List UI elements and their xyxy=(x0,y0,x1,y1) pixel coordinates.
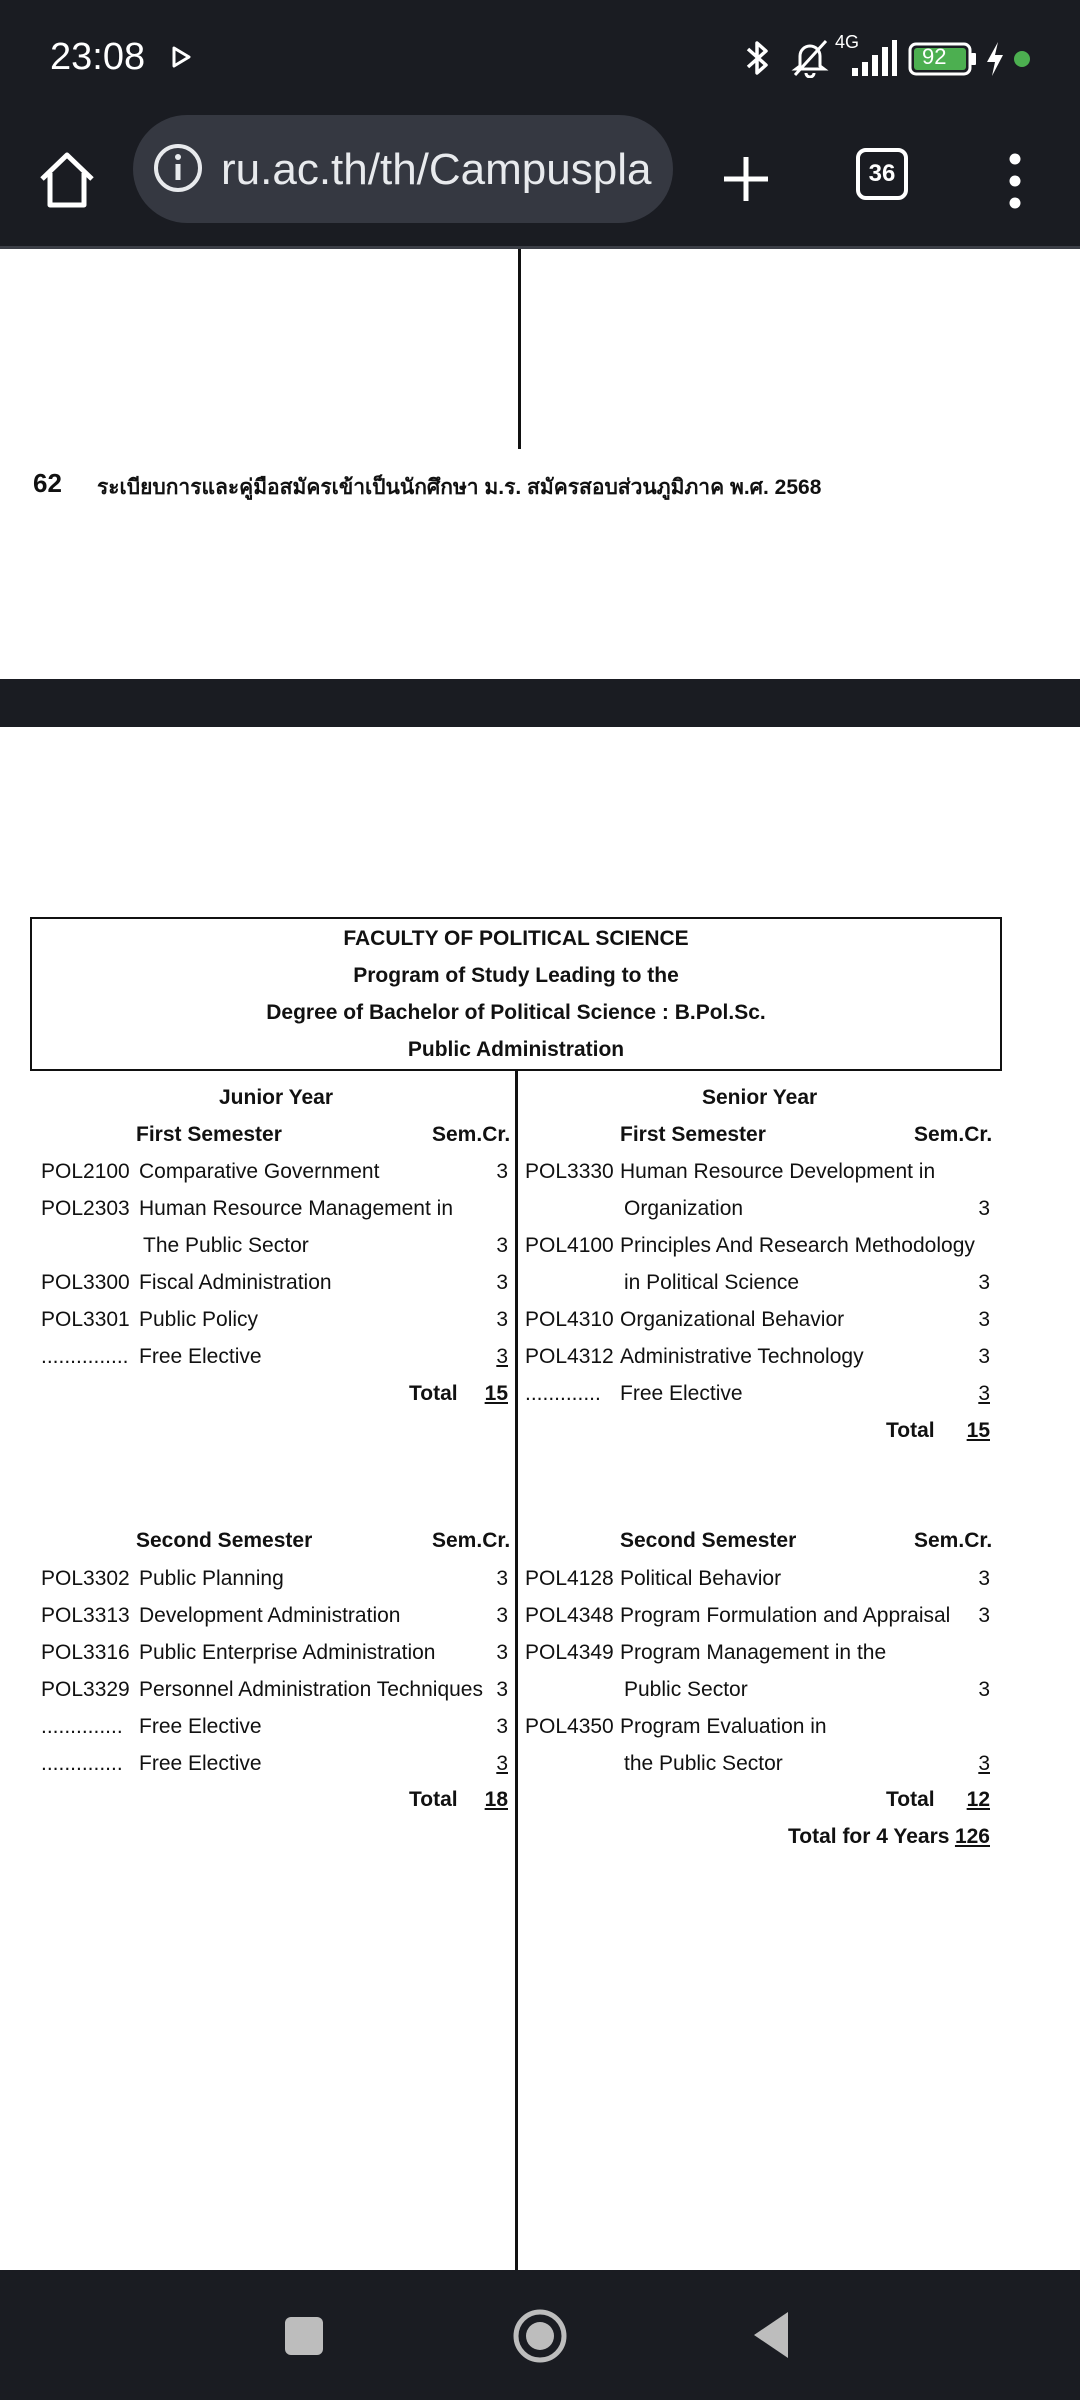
course-name: Organizational Behavior xyxy=(620,1308,845,1331)
course-code: POL4312 xyxy=(525,1345,614,1368)
course-name: Free Elective xyxy=(139,1345,262,1368)
course-name: Public Policy xyxy=(139,1308,259,1331)
course-credits: 3 xyxy=(978,1271,990,1294)
credits-header: Sem.Cr. xyxy=(432,1529,511,1552)
site-info-icon[interactable] xyxy=(151,141,205,200)
recents-button[interactable] xyxy=(285,2317,323,2355)
course-credits: 3 xyxy=(496,1678,508,1701)
course-code: POL3316 xyxy=(41,1641,130,1664)
total-label: Total xyxy=(886,1788,935,1811)
course-name: Personnel Administration Techniques xyxy=(139,1678,483,1701)
page-footer-text: ระเบียบการและคู่มือสมัครเข้าเป็นนักศึกษา ม.ร. สมัครสอบส่วนภูมิภาค พ.ศ. 2568 xyxy=(97,476,822,499)
faculty-title: FACULTY OF POLITICAL SCIENCE xyxy=(343,927,689,950)
course-name: Free Elective xyxy=(620,1382,743,1405)
course-credits: 3 xyxy=(496,1567,508,1590)
degree-title: Degree of Bachelor of Political Science : B.Pol.Sc. xyxy=(266,1001,766,1024)
system-nav-bar xyxy=(0,2270,1080,2400)
grand-total-value: 126 xyxy=(954,1825,990,1848)
course-code: POL3300 xyxy=(41,1271,130,1294)
course-name: Public Enterprise Administration xyxy=(139,1641,436,1664)
tab-switcher-button[interactable] xyxy=(850,142,914,206)
course-credits: 3 xyxy=(496,1308,508,1331)
course-credits: 3 xyxy=(496,1160,508,1183)
course-credits: 3 xyxy=(496,1641,508,1664)
senior-first-total: 15 xyxy=(966,1419,990,1442)
course-code: POL4310 xyxy=(525,1308,614,1331)
course-code: POL4349 xyxy=(525,1641,614,1664)
course-credits: 3 xyxy=(978,1604,990,1627)
new-tab-button[interactable] xyxy=(704,137,788,221)
status-time: 23:08 xyxy=(50,36,146,78)
course-name: Free Elective xyxy=(139,1715,262,1738)
overflow-menu-button[interactable] xyxy=(990,139,1040,223)
course-credits: 3 xyxy=(978,1752,990,1775)
tab-count: 36 xyxy=(856,148,908,200)
grand-total-label: Total for 4 Years xyxy=(788,1825,950,1848)
total-label: Total xyxy=(409,1788,458,1811)
page-number: 62 xyxy=(33,468,62,498)
course-code: POL4348 xyxy=(525,1604,614,1627)
course-credits: 3 xyxy=(496,1234,508,1257)
course-name: the Public Sector xyxy=(624,1752,783,1775)
major-title: Public Administration xyxy=(407,1038,625,1061)
document-page xyxy=(0,727,1080,2270)
program-title: Program of Study Leading to the xyxy=(353,964,679,987)
course-code: POL2303 xyxy=(41,1197,130,1220)
program-title-box xyxy=(30,917,1002,1071)
address-bar[interactable] xyxy=(133,115,673,223)
course-name: Human Resource Development in xyxy=(620,1160,936,1183)
course-code: POL4350 xyxy=(525,1715,614,1738)
notification-dot-icon xyxy=(1014,51,1030,67)
total-label: Total xyxy=(886,1419,935,1442)
browser-toolbar xyxy=(0,115,1080,247)
course-code: POL2100 xyxy=(41,1160,130,1183)
course-name: Principles And Research Methodology xyxy=(620,1234,975,1257)
junior-first-semester-heading: First Semester xyxy=(136,1123,282,1146)
course-code: POL3302 xyxy=(41,1567,130,1590)
senior-year-heading: Senior Year xyxy=(702,1086,818,1109)
network-type: 4G xyxy=(835,32,860,52)
course-name: Administrative Technology xyxy=(620,1345,864,1368)
course-credits: 3 xyxy=(496,1752,508,1775)
junior-second-total: 18 xyxy=(484,1788,508,1811)
course-name: Public Sector xyxy=(624,1678,748,1701)
course-name: Public Planning xyxy=(139,1567,284,1590)
senior-first-semester-heading: First Semester xyxy=(620,1123,766,1146)
course-credits: 3 xyxy=(978,1678,990,1701)
course-name: Human Resource Management in xyxy=(139,1197,453,1220)
course-credits: 3 xyxy=(978,1382,990,1405)
junior-second-semester-heading: Second Semester xyxy=(136,1529,313,1552)
senior-second-semester-heading: Second Semester xyxy=(620,1529,797,1552)
course-name: Organization xyxy=(624,1197,744,1220)
course-name: Program Management in the xyxy=(620,1641,887,1664)
course-name: The Public Sector xyxy=(143,1234,309,1257)
course-code: ............. xyxy=(525,1382,601,1405)
status-bar xyxy=(0,0,1080,115)
course-code: .............. xyxy=(41,1715,123,1738)
senior-second-total: 12 xyxy=(966,1788,990,1811)
course-name: Development Administration xyxy=(139,1604,401,1627)
home-nav-button[interactable] xyxy=(512,2308,568,2364)
course-code: POL3330 xyxy=(525,1160,614,1183)
course-credits: 3 xyxy=(978,1567,990,1590)
column-divider xyxy=(515,1069,518,2270)
course-credits: 3 xyxy=(496,1345,508,1368)
course-name: Political Behavior xyxy=(620,1567,782,1590)
column-divider xyxy=(518,249,521,449)
course-name: Fiscal Administration xyxy=(139,1271,332,1294)
course-credits: 3 xyxy=(496,1271,508,1294)
course-name: Program Evaluation in xyxy=(620,1715,827,1738)
course-name: Comparative Government xyxy=(139,1160,380,1183)
signal-icon xyxy=(850,38,898,83)
bell-muted-icon xyxy=(790,38,830,83)
credits-header: Sem.Cr. xyxy=(914,1529,993,1552)
course-code: POL4128 xyxy=(525,1567,614,1590)
course-credits: 3 xyxy=(978,1197,990,1220)
credits-header: Sem.Cr. xyxy=(914,1123,993,1146)
course-code: .............. xyxy=(41,1752,123,1775)
course-code: POL3301 xyxy=(41,1308,130,1331)
course-name: Program Formulation and Appraisal xyxy=(620,1604,951,1627)
home-button[interactable] xyxy=(30,143,104,217)
page-separator xyxy=(0,679,1080,727)
course-code: POL3313 xyxy=(41,1604,130,1627)
course-credits: 3 xyxy=(496,1604,508,1627)
credits-header: Sem.Cr. xyxy=(432,1123,511,1146)
junior-year-heading: Junior Year xyxy=(219,1086,334,1109)
course-credits: 3 xyxy=(978,1345,990,1368)
junior-first-total: 15 xyxy=(484,1382,508,1405)
url-text[interactable]: ru.ac.th/th/Campuspla xyxy=(221,145,652,194)
play-store-notification-icon xyxy=(172,46,192,73)
battery-level: 92 xyxy=(922,44,947,69)
course-name: in Political Science xyxy=(624,1271,800,1294)
total-label: Total xyxy=(409,1382,458,1405)
course-code: ............... xyxy=(41,1345,129,1368)
bluetooth-icon xyxy=(740,38,774,83)
document-page-previous xyxy=(0,249,1080,679)
course-credits: 3 xyxy=(496,1715,508,1738)
charging-icon xyxy=(984,40,1006,83)
course-credits: 3 xyxy=(978,1308,990,1331)
back-button[interactable] xyxy=(752,2310,792,2360)
course-name: Free Elective xyxy=(139,1752,262,1775)
course-code: POL4100 xyxy=(525,1234,614,1257)
course-code: POL3329 xyxy=(41,1678,130,1701)
